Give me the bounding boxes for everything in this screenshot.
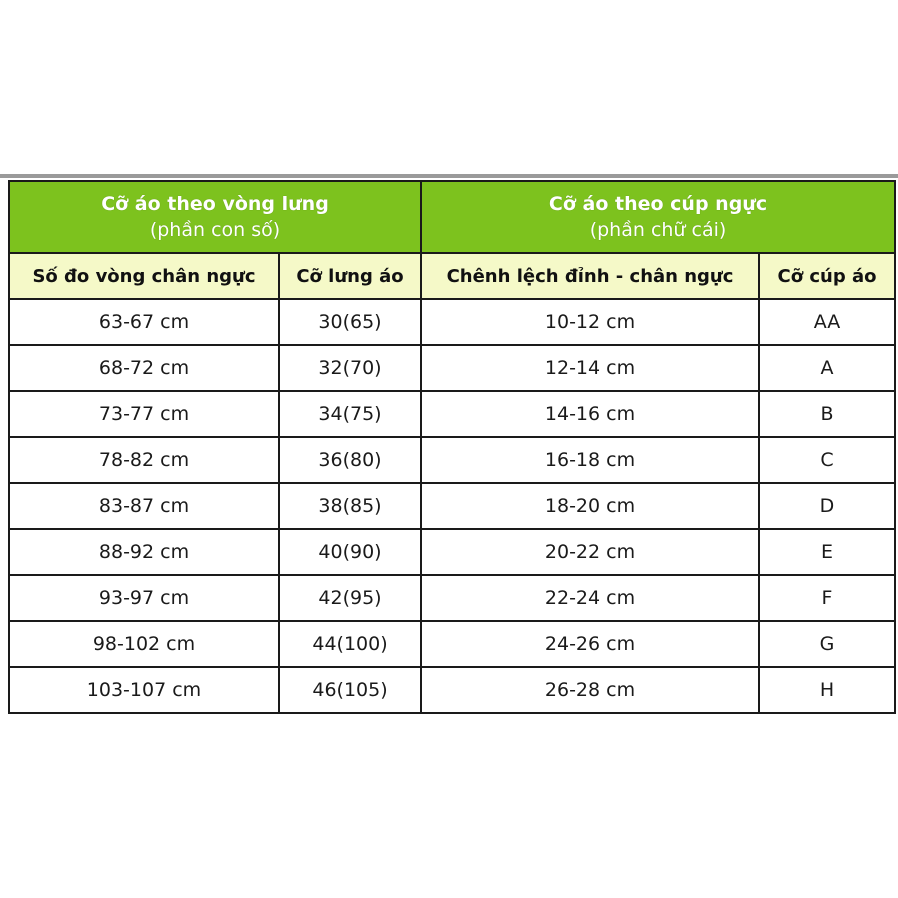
band-size-cell: 42(95) [279,575,421,621]
cup-size-group-title: Cỡ áo theo cúp ngực [548,193,768,215]
group-header-row [9,181,895,253]
underbust-cell: 93-97 cm [9,575,279,621]
bust-difference-cell: 22-24 cm [421,575,759,621]
band-size-cell: 40(90) [279,529,421,575]
bust-difference-cell: 18-20 cm [421,483,759,529]
bust-difference-cell: 14-16 cm [421,391,759,437]
bust-difference-cell: 12-14 cm [421,345,759,391]
col-header-bust-difference: Chênh lệch đỉnh - chân ngực [421,253,759,299]
underbust-cell: 68-72 cm [9,345,279,391]
cup-size-cell: C [759,437,895,483]
band-size-cell: 46(105) [279,667,421,713]
cup-size-cell: D [759,483,895,529]
underbust-cell: 73-77 cm [9,391,279,437]
col-header-cup-size: Cỡ cúp áo [759,253,895,299]
underbust-cell: 88-92 cm [9,529,279,575]
top-divider [0,174,898,178]
cup-size-cell: B [759,391,895,437]
cup-size-cell: F [759,575,895,621]
bust-difference-cell: 10-12 cm [421,299,759,345]
band-size-cell: 38(85) [279,483,421,529]
bust-difference-cell: 20-22 cm [421,529,759,575]
bra-size-table [8,180,896,714]
col-header-underbust: Số đo vòng chân ngực [9,253,279,299]
band-size-cell: 32(70) [279,345,421,391]
table-row [9,529,895,575]
band-size-cell: 36(80) [279,437,421,483]
cup-size-cell: A [759,345,895,391]
table-row [9,391,895,437]
cup-size-cell: AA [759,299,895,345]
underbust-cell: 103-107 cm [9,667,279,713]
band-size-group-subtitle: (phần con số) [149,219,281,241]
table-row [9,483,895,529]
table-row [9,345,895,391]
bust-difference-cell: 24-26 cm [421,621,759,667]
col-header-band-size: Cỡ lưng áo [279,253,421,299]
bust-difference-cell: 26-28 cm [421,667,759,713]
band-size-cell: 44(100) [279,621,421,667]
cup-size-cell: G [759,621,895,667]
band-size-group-header [9,181,421,253]
underbust-cell: 63-67 cm [9,299,279,345]
underbust-cell: 78-82 cm [9,437,279,483]
band-size-cell: 34(75) [279,391,421,437]
band-size-cell: 30(65) [279,299,421,345]
table-row [9,437,895,483]
table-row [9,575,895,621]
cup-size-cell: E [759,529,895,575]
underbust-cell: 83-87 cm [9,483,279,529]
bust-difference-cell: 16-18 cm [421,437,759,483]
table-row [9,621,895,667]
underbust-cell: 98-102 cm [9,621,279,667]
cup-size-cell: H [759,667,895,713]
cup-size-group-subtitle: (phần chữ cái) [589,219,727,241]
table-row [9,667,895,713]
column-header-row [9,253,895,299]
band-size-group-title: Cỡ áo theo vòng lưng [101,193,329,215]
cup-size-group-header [421,181,895,253]
table-row [9,299,895,345]
